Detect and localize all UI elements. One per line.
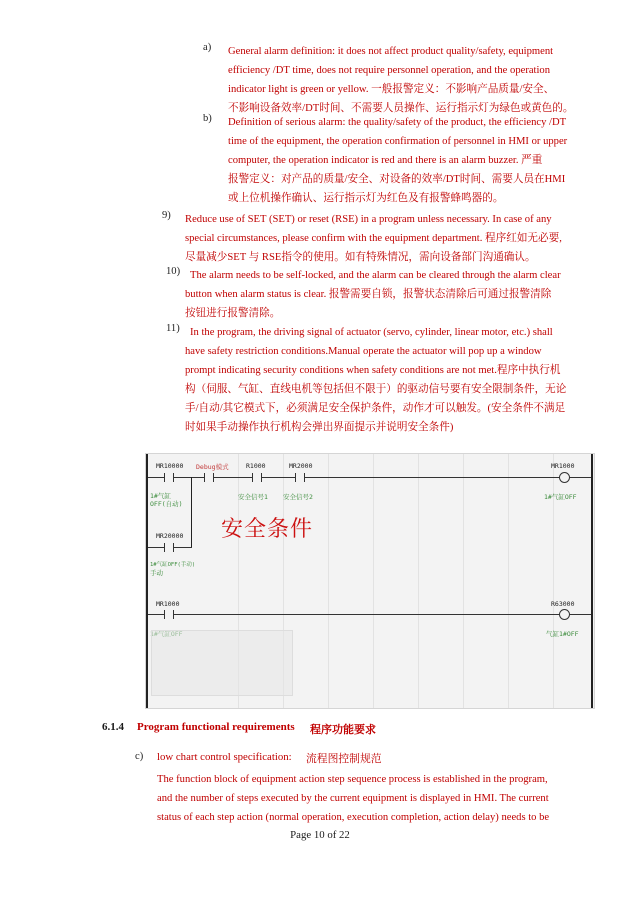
faded-popup-window <box>151 630 293 696</box>
list-marker: 10) <box>166 266 181 277</box>
text-line: 时如果手动操作执行机构会弹出界面提示并说明安全条件) <box>185 422 454 433</box>
text-line: Reduce use of SET (SET) or reset (RSE) in a program unless necessary. In case of any <box>185 214 552 225</box>
ladder-diagram-screenshot <box>145 453 595 709</box>
contact-description: 手动 <box>150 569 163 577</box>
right-power-rail <box>591 454 593 708</box>
text-line: The alarm needs to be self-locked, and the alarm can be cleared through the alarm clear <box>190 270 561 281</box>
coil-description: 气缸1#OFF <box>546 630 579 638</box>
contact-description: 1#气缸OFF(自动) <box>150 492 183 508</box>
coil-symbol <box>559 472 570 483</box>
text-line: indicator light is green or yellow. 一般报警定义：不影响产品质量/安全、 <box>228 84 555 95</box>
text-line: time of the equipment, the operation confirmation of personnel in HMI or upper <box>228 136 568 147</box>
contact-symbol <box>164 610 174 619</box>
text-line: 按钮进行报警清除。 <box>185 308 281 319</box>
list-marker: 9) <box>162 210 171 221</box>
text-line: 尽量减少SET 与 RSE指令的使用。如有特殊情况，需向设备部门沟通确认。 <box>185 252 536 263</box>
contact-label: R1000 <box>246 462 266 470</box>
page-footer: Page 10 of 22 <box>290 829 350 841</box>
section-number: 6.1.4 <box>102 721 124 733</box>
item-heading-cn: 流程图控制规范 <box>306 753 382 765</box>
text-line: 构（伺服、气缸、直线电机等包括但不限于）的驱动信号要有安全限制条件，无论 <box>185 384 567 395</box>
item-heading-en: low chart control specification: <box>157 751 292 763</box>
branch-wire <box>191 477 192 547</box>
text-line: and the number of steps executed by the current equipment is displayed in HMI. The current <box>157 793 549 804</box>
text-line: 报警定义：对产品的质量/安全、对设备的效率/DT时间、需要人员在HMI <box>228 174 566 185</box>
section-title-cn: 程序功能要求 <box>310 724 376 736</box>
contact-symbol <box>295 473 305 482</box>
text-line: General alarm definition: it does not affect product quality/safety, equipment <box>228 46 554 57</box>
text-line: Definition of serious alarm: the quality/safety of the product, the efficiency /DT <box>228 117 567 128</box>
coil-label: MR1000 <box>551 462 575 470</box>
text-line: button when alarm status is clear. 报警需要自锁，报警状态清除后可通过报警清除 <box>185 289 552 300</box>
text-line: prompt indicating security conditions when safety conditions are not met.程序中执行机 <box>185 365 561 376</box>
text-line: 或上位机操作确认、运行指示灯为红色及有报警蜂鸣器的。 <box>228 193 504 204</box>
text-line: 手/自动/其它模式下，必须满足安全保护条件，动作才可以触发。(安全条件不满足 <box>185 403 566 414</box>
contact-label: MR1000 <box>156 600 180 608</box>
section-title-en: Program functional requirements <box>137 721 295 733</box>
contact-description: 安全信号2 <box>283 493 313 501</box>
list-marker: 11) <box>166 323 180 334</box>
list-marker: a) <box>203 42 212 53</box>
text-line: 不影响设备效率/DT时间、不需要人员操作、运行指示灯为绿色或黄色的。 <box>228 103 574 114</box>
rung-wire <box>148 477 591 478</box>
coil-description: 1#气缸OFF <box>544 493 577 501</box>
text-line: status of each step action (normal operation, execution completion, action delay) needs to be <box>157 812 550 823</box>
left-power-rail <box>146 454 148 708</box>
text-line: special circumstances, please confirm with the equipment department. 程序红如无必要, <box>185 233 562 244</box>
text-line: have safety restriction conditions.Manual operate the actuator will pop up a window <box>185 346 542 357</box>
contact-label: Debug模式 <box>196 463 229 471</box>
contact-label: MR20000 <box>156 532 184 540</box>
list-marker: b) <box>203 113 212 124</box>
coil-label: R63000 <box>551 600 575 608</box>
contact-label: MR2000 <box>289 462 313 470</box>
contact-description: 安全信号1 <box>238 493 268 501</box>
text-line: In the program, the driving signal of actuator (servo, cylinder, linear motor, etc.) shall <box>190 327 553 338</box>
contact-description: 1#气缸OFF(手动) <box>150 562 196 568</box>
text-line: efficiency /DT time, does not require personnel operation, and the operation <box>228 65 551 76</box>
contact-label: MR10000 <box>156 462 184 470</box>
contact-symbol <box>164 473 174 482</box>
contact-symbol <box>164 543 174 552</box>
contact-symbol <box>204 473 214 482</box>
coil-symbol <box>559 609 570 620</box>
safety-conditions-annotation: 安全条件 <box>221 517 314 542</box>
contact-symbol <box>252 473 262 482</box>
text-line: computer, the operation indicator is red and there is an alarm buzzer. 严重 <box>228 155 543 166</box>
text-line: The function block of equipment action step sequence process is established in the program, <box>157 774 548 785</box>
list-marker: c) <box>135 751 144 762</box>
rung-wire <box>148 614 591 615</box>
